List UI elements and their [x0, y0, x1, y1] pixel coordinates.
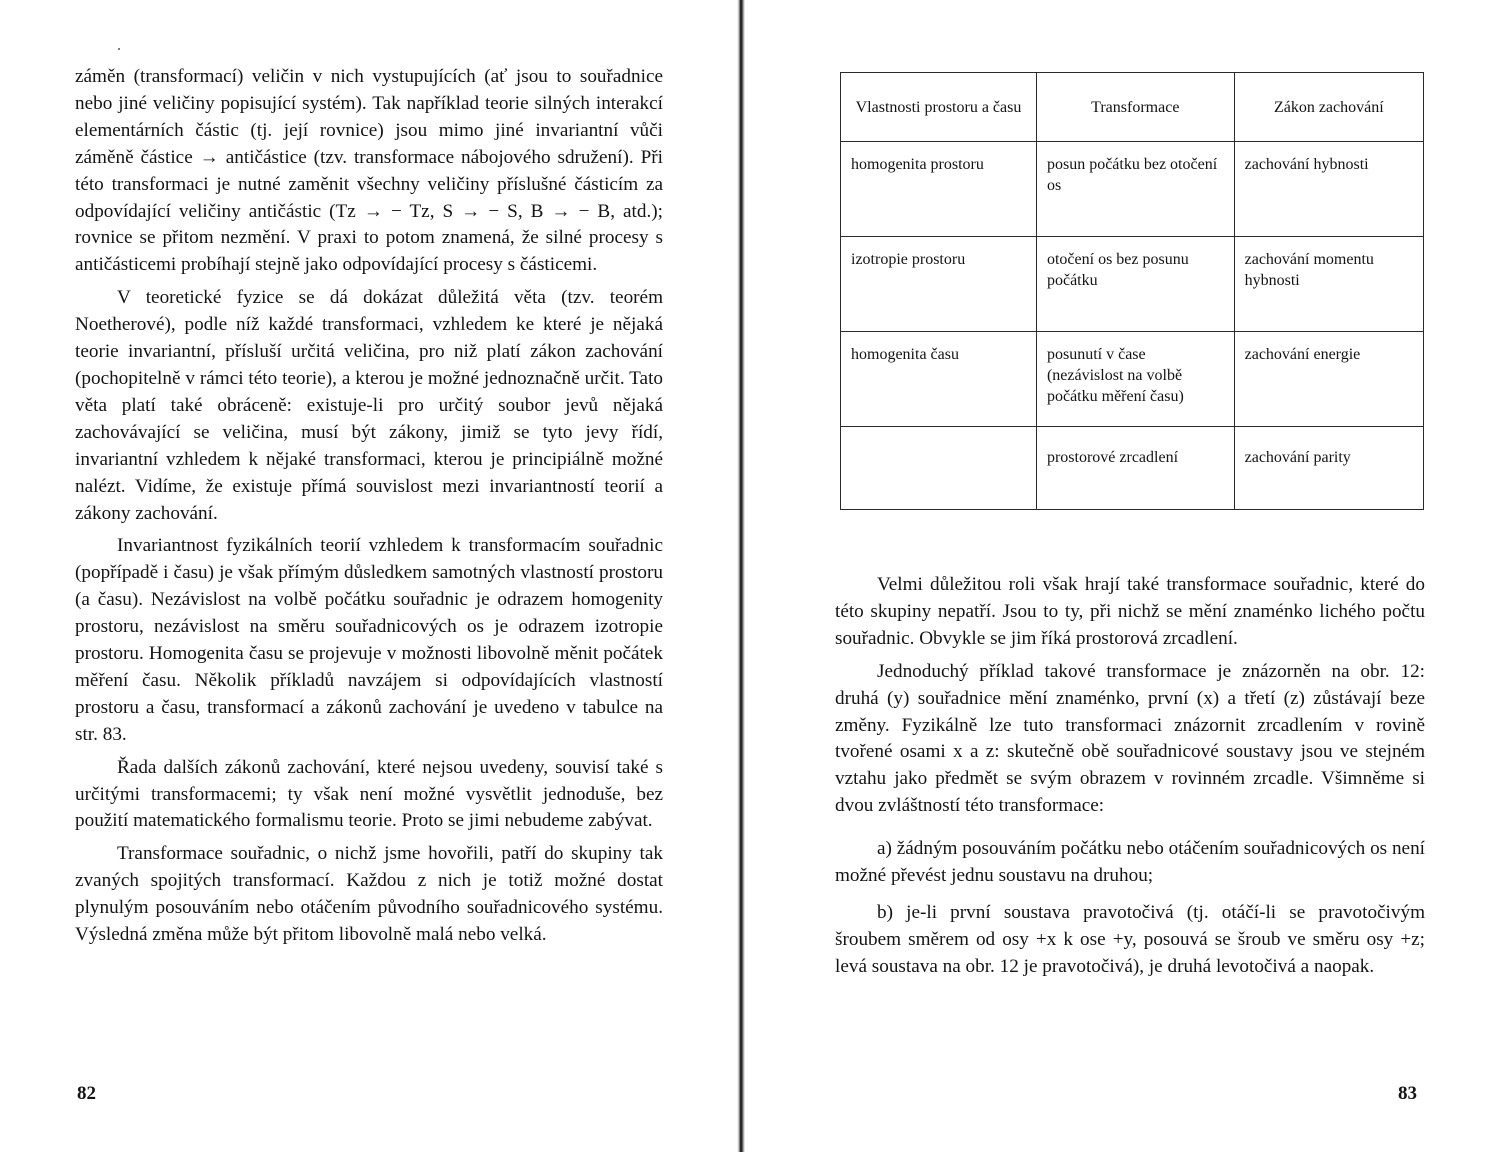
right-page-text [835, 572, 1425, 991]
table-row [841, 237, 1424, 332]
table-cell: izotropie prostoru [841, 237, 1037, 332]
left-page-text [75, 64, 663, 955]
paragraph: Invariantnost fyzikálních teorií vzhledem k transformacím souřadnic (popřípadě i času) je však přímým důsledkem samotných vlastností prostoru (a času). Nezávislost na volbě počátku souřadnic je odrazem homogenity prostoru, nezávislost na směru souřadnicových os je odrazem izotropie prostoru. Homogenita času se projevuje v možnosti libovolně měnit počátek měření času. Několik příkladů navzájem si odpovídajících vlastností prostoru a času, transformací a zákonů zachování je uvedeno v tabulce na str. 83. [75, 535, 663, 745]
table-cell: zachování momentu hybnosti [1234, 237, 1423, 332]
paragraph: záměn (transformací) veličin v nich vystupujících (ať jsou to souřadnice nebo jiné veličiny popisující systém). Tak například teorie silných interakcí elementárních částic (tj. její rovnice) jsou mimo jiné invariantní vůči záměně částice → antičástice (tzv. transformace nábojového sdružení). Při této transformaci je nutné zaměnit všechny veličiny příslušné částicím za odpovídající veličiny antičástic (Tz → − Tz, S → − S, B → − B, atd.); rovnice se přitom nezmění. V praxi to potom znamená, že silné procesy s antičásticemi probíhají stejně jako odpovídající procesy s částicemi. [75, 66, 663, 276]
list-item: a) žádným posouváním počátku nebo otáčením souřadnicových os není možné převést jednu soustavu na druhou; [835, 838, 1425, 887]
right-page [750, 0, 1506, 1152]
header-transformation: Transformace [1036, 73, 1234, 142]
paragraph: V teoretické fyzice se dá dokázat důležitá věta (tzv. teorém Noetherové), podle níž každé transformaci, vzhledem ke které je nějaká teorie invariantní, přísluší určitá veličina, pro niž platí zákon zachování (pochopitelně v rámci této teorie), a kterou je možné jednoznačně určit. Tato věta platí také obráceně: existuje-li pro určitý soubor jevů nějaká zachovávající se veličina, musí být zákony, jimiž se tyto jevy řídí, invariantní vzhledem k nějaké transformaci, kterou je principiálně možné nalézt. Vidíme, že existuje přímá souvislost mezi invariantností teorií a zákony zachování. [75, 287, 663, 524]
table-row [841, 332, 1424, 427]
conservation-table [840, 72, 1424, 510]
spacer [835, 826, 1425, 836]
table-cell: posun počátku bez otočení os [1036, 142, 1234, 237]
paragraph: Transformace souřadnic, o nichž jsme hovořili, patří do skupiny tak zvaných spojitých transformací. Každou z nich je totiž možné dostat plynulým posouváním nebo otáčením původního souřadnicového systému. Výsledná změna může být přitom libovolně malá nebo velká. [75, 843, 663, 946]
paragraph: Jednoduchý příklad takové transformace je znázorněn na obr. 12: druhá (y) souřadnice mění znaménko, první (x) a třetí (z) zůstávají beze změny. Fyzikálně lze tuto transformaci znázornit zrcadlením v rovině tvořené osami x a z: skutečně obě souřadnicové soustavy jsou ve stejném vztahu jako předmět se svým obrazem v rovinném zrcadle. Všimněme si dvou zvláštností této transformace: [835, 660, 1425, 817]
table-cell: homogenita prostoru [841, 142, 1037, 237]
table-cell: zachování energie [1234, 332, 1423, 427]
table-cell: homogenita času [841, 332, 1037, 427]
table-row [841, 427, 1424, 510]
table-cell: otočení os bez posunu počátku [1036, 237, 1234, 332]
paragraph: Řada dalších zákonů zachování, které nejsou uvedeny, souvisí také s určitými transformacemi; ty však není možné vysvětlit jednoduše, bez použití matematického formalismu teorie. Proto se jimi nebudeme zabývat. [75, 756, 663, 832]
table-cell: prostorové zrcadlení [1036, 427, 1234, 510]
page-number: 83 [1398, 1083, 1417, 1104]
header-conservation-law: Zákon zachování [1234, 73, 1423, 142]
page-number: 82 [77, 1083, 96, 1104]
table-cell: zachování parity [1234, 427, 1423, 510]
table-header-row [841, 73, 1424, 142]
paragraph: Velmi důležitou roli však hrají také transformace souřadnic, které do této skupiny nepatří. Jsou to ty, při nichž se mění znaménko lichého počtu souřadnic. Obvykle se jim říká prostorová zrcadlení. [835, 574, 1425, 649]
conservation-table-wrapper [840, 72, 1424, 510]
table-cell [841, 427, 1037, 510]
print-speck [118, 48, 120, 50]
list-item: b) je-li první soustava pravotočivá (tj. otáčí-li se pravotočivým šroubem směrem od osy +x k ose +y, posouvá se šroub ve směru osy +z; levá soustava na obr. 12 je pravotočivá), je druhá levotočivá a naopak. [835, 901, 1425, 977]
table-cell: posunutí v čase (nezávislost na volbě počátku měření času) [1036, 332, 1234, 427]
table-cell: zachování hybnosti [1234, 142, 1423, 237]
header-properties: Vlastnosti prostoru a času [841, 73, 1037, 142]
left-page [0, 0, 740, 1152]
book-spine [737, 0, 745, 1152]
table-row [841, 142, 1424, 237]
